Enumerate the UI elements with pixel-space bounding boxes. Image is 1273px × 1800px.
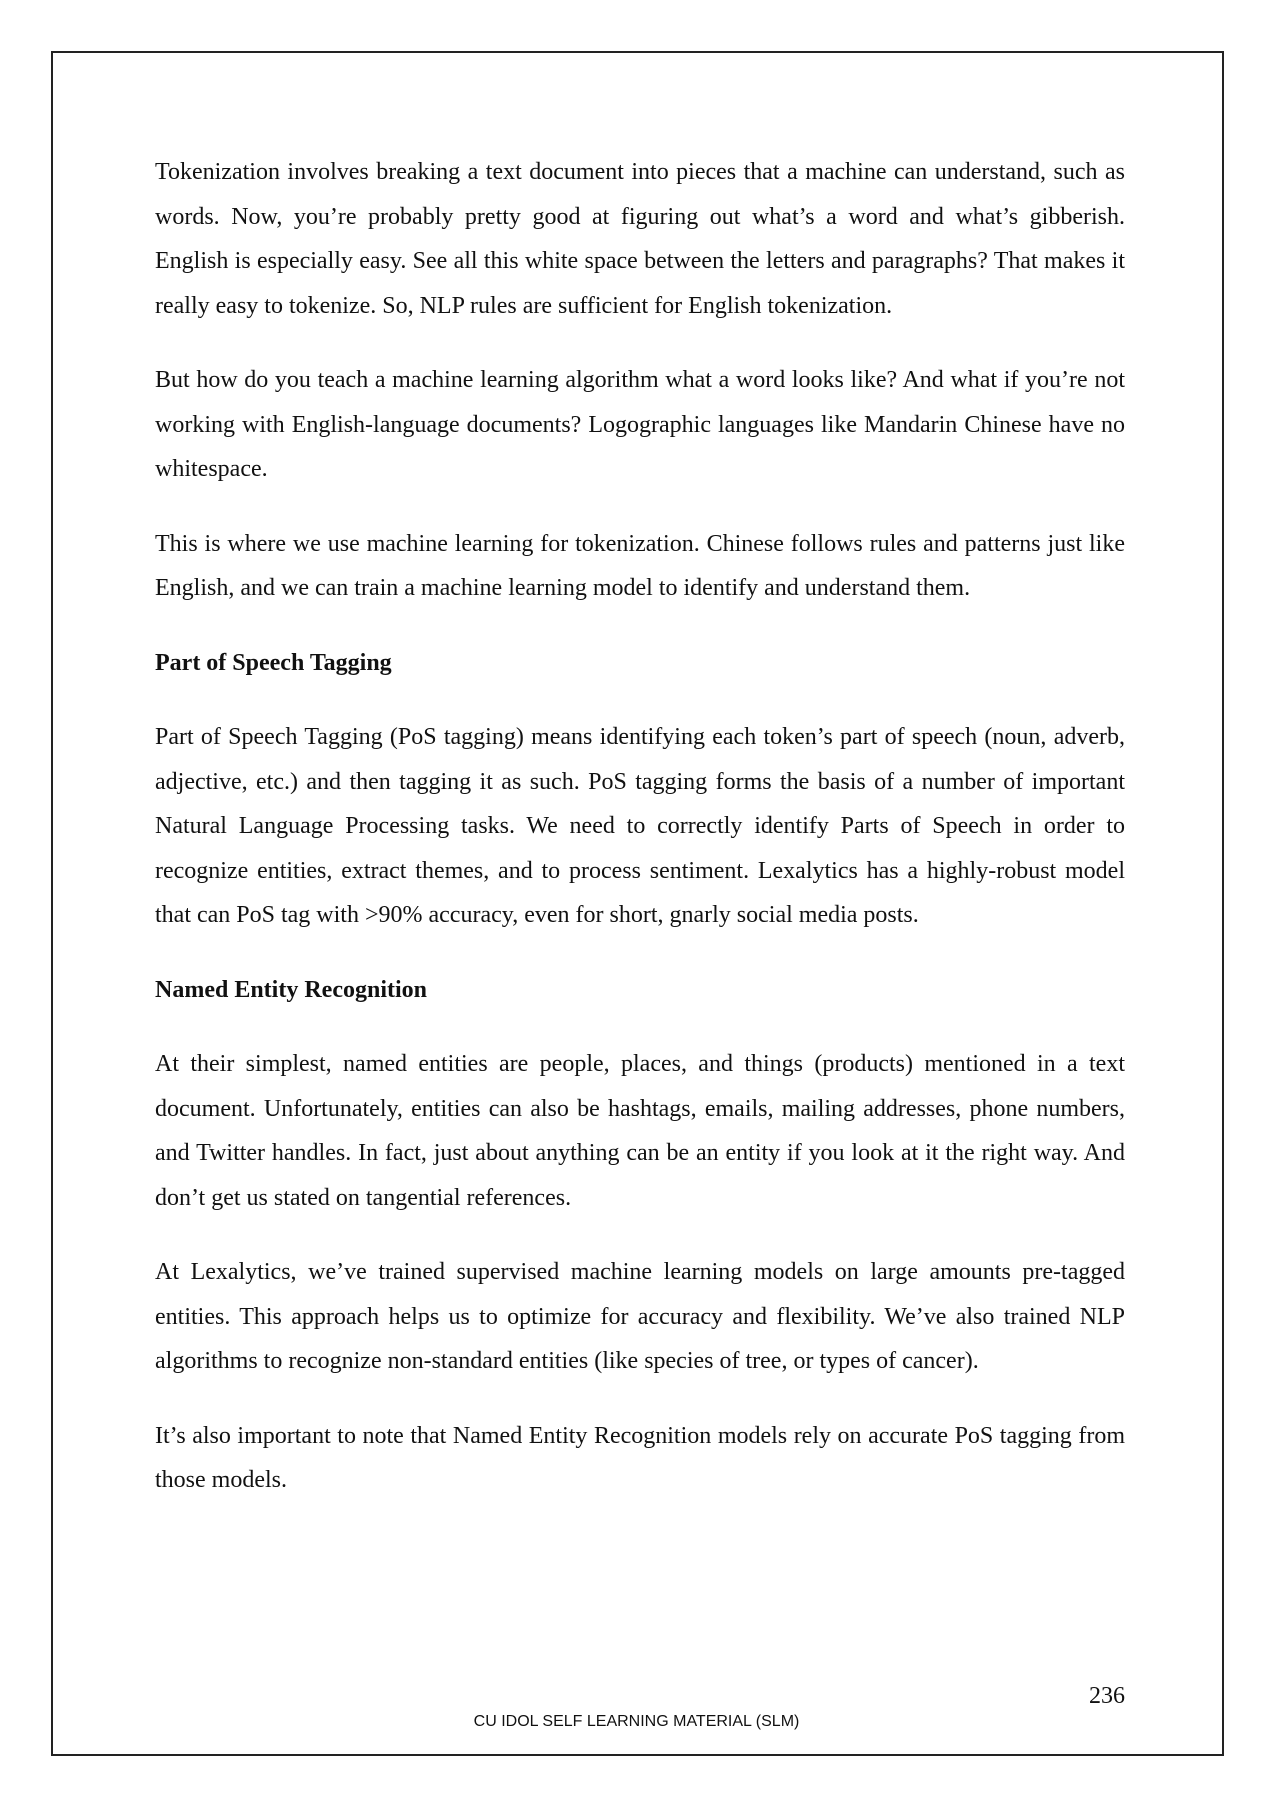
paragraph-pos-tagging: Part of Speech Tagging (PoS tagging) means identifying each token’s part of speech (noun, adverb, adjective, etc.) and then tagging it as such. PoS tagging forms the basis of a number of important Natural Language Processing tasks. We need to correctly identify Parts of Speech in order to recognize entities, extract themes, and to process sentiment. Lexalytics has a highly-robust model that can PoS tag with >90% accuracy, even for short, gnarly social media posts. — [155, 724, 1125, 928]
heading-named-entity-recognition: Named Entity Recognition — [155, 976, 427, 1003]
page-content — [155, 150, 1125, 1533]
paragraph-tokenization: Tokenization involves breaking a text document into pieces that a machine can understand, such as words. Now, you’re probably pretty good at figuring out what’s a word and what’s gibberish. English is especially easy. See all this white space between the letters and paragraphs? That makes it really easy to tokenize. So, NLP rules are sufficient for English tokenization. — [155, 159, 1125, 319]
paragraph-ml-tokenization: This is where we use machine learning for tokenization. Chinese follows rules and patterns just like English, and we can train a machine learning model to identify and understand them. — [155, 530, 1125, 601]
footer-text: CU IDOL SELF LEARNING MATERIAL (SLM) — [473, 1713, 800, 1730]
paragraph-ml-word: But how do you teach a machine learning algorithm what a word looks like? And what if you’re not working with English-language documents? Logographic languages like Mandarin Chinese have no whitespace. — [155, 367, 1125, 482]
paragraph-ner-note: It’s also important to note that Named Entity Recognition models rely on accurate PoS tagging from those models. — [155, 1422, 1125, 1493]
page-number: 236 — [1089, 1683, 1125, 1709]
paragraph-named-entities: At their simplest, named entities are people, places, and things (products) mentioned in a text document. Unfortunately, entities can also be hashtags, emails, mailing addresses, phone numbers, and Twitter handles. In fact, just about anything can be an entity if you look at it the right way. And don’t get us stated on tangential references. — [155, 1051, 1125, 1211]
paragraph-lexalytics-models: At Lexalytics, we’ve trained supervised machine learning models on large amounts pre-tagged entities. This approach helps us to optimize for accuracy and flexibility. We’ve also trained NLP algorithms to recognize non-standard entities (like species of tree, or types of cancer). — [155, 1259, 1125, 1374]
heading-part-of-speech-tagging: Part of Speech Tagging — [155, 649, 392, 676]
